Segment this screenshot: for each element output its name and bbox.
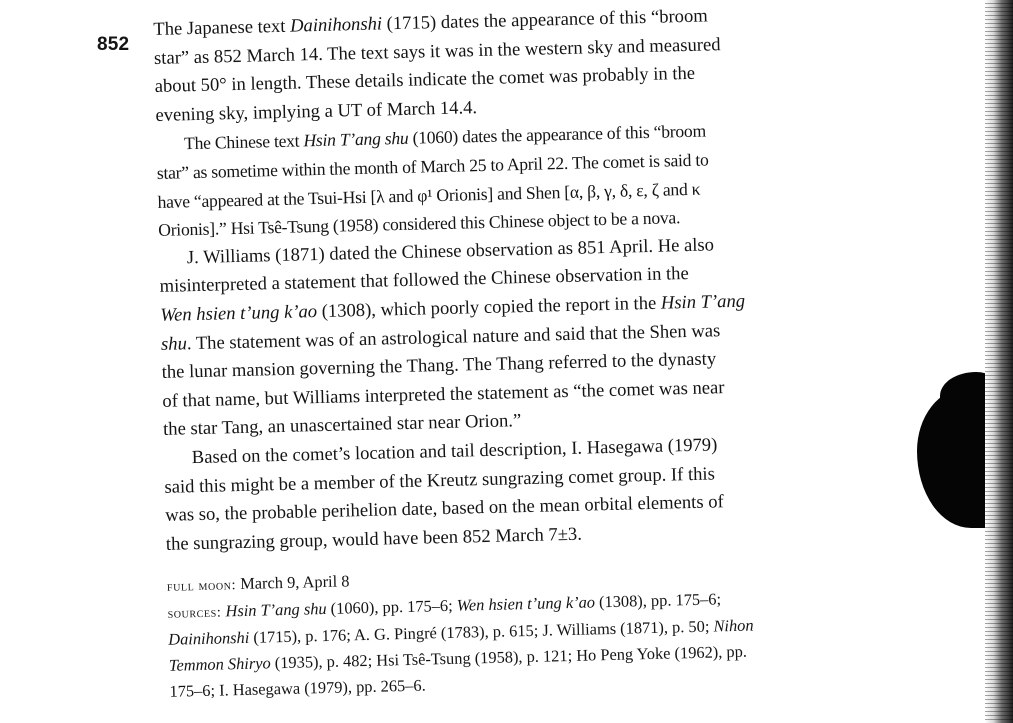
text-run: (1060) dates the appearance of this “broom (408, 120, 707, 149)
entry-notes (167, 556, 870, 705)
text-run: 175–6; I. Hasegawa (1979), pp. 265–6. (169, 675, 426, 702)
paragraph-hsin-tang-shu (156, 113, 859, 244)
italic-title: Hsin T’ang shu (225, 599, 327, 621)
italic-title: Hsin T’ang (660, 290, 746, 314)
text-run: was so, the probable perihelion date, based on the mean orbital elements of (164, 491, 724, 526)
text-run: star” as 852 March 14. The text says it was in the western sky and measured (153, 33, 721, 69)
italic-title: Temmon Shiryo (168, 653, 271, 676)
sources-label: sources: (167, 604, 222, 623)
text-run: the sungrazing group, would have been 852 March 7±3. (165, 523, 583, 555)
book-binding-edge (985, 0, 1013, 723)
text-run: star” as sometime within the month of March 25 to April 22. The comet is said to (156, 149, 709, 183)
text-run: (1935), p. 482; Hsi Tsê-Tsung (1958), p. 121; Ho Peng Yoke (1962), pp. (270, 641, 748, 673)
italic-title: Nihon (713, 615, 754, 636)
paragraph-williams (159, 228, 864, 445)
text-run: The Japanese text (153, 15, 291, 40)
paragraph-dainihonshi (153, 0, 856, 130)
paragraph-hasegawa (163, 428, 866, 559)
entry-text (153, 0, 870, 705)
italic-title: shu (160, 332, 188, 355)
text-run: Orionis].” Hsi Tsê-Tsung (1958) considered this Chinese object to be a nova. (157, 207, 681, 241)
text-run: (1715) dates the appearance of this “broom (381, 5, 708, 35)
italic-title: Hsin T’ang shu (303, 128, 409, 151)
text-run: the star Tang, an unascertained star near Orion.” (162, 410, 522, 441)
italic-title: Wen hsien t’ung k’ao (160, 301, 318, 326)
entry-year: 852 (97, 34, 130, 55)
full-moon-label: full moon: (166, 577, 237, 596)
italic-title: Dainihonshi (289, 13, 383, 37)
text-run: J. Williams (1871) dated the Chinese observation as 851 April. He also (186, 234, 715, 268)
text-run: have “appeared at the Tsui-Hsi [λ and φ¹ Orionis] and Shen [α, β, γ, δ, ε, ζ and κ (157, 178, 701, 212)
italic-title: Dainihonshi (168, 628, 250, 650)
text-run: The Chinese text (183, 130, 304, 154)
text-run: (1308), pp. 175–6; (594, 589, 722, 612)
text-run: evening sky, implying a UT of March 14.4. (155, 96, 478, 126)
text-run: said this might be a member of the Kreutz sungrazing comet group. If this (164, 462, 716, 498)
text-run: misinterpreted a statement that followed the Chinese observation in the (159, 263, 689, 298)
italic-title: Wen hsien t’ung k’ao (456, 592, 596, 616)
text-run: . The statement was of an astrological nature and said that the Shen was (186, 319, 721, 354)
text-run: the lunar mansion governing the Thang. The Thang referred to the dynasty (161, 348, 717, 384)
text-run: of that name, but Williams interpreted the statement as “the comet was near (162, 376, 725, 412)
text-run: Based on the comet’s location and tail description, I. Hasegawa (1979) (191, 434, 718, 469)
text-run: (1715), p. 176; A. G. Pingré (1783), p. 615; J. Williams (1871), p. 50; (249, 616, 714, 648)
full-moon-value: March 9, April 8 (235, 571, 350, 594)
text-run: (1308), which poorly copied the report in the (316, 292, 662, 323)
text-run: (1060), pp. 175–6; (326, 596, 457, 619)
text-run: about 50° in length. These details indicate the comet was probably in the (154, 62, 696, 98)
